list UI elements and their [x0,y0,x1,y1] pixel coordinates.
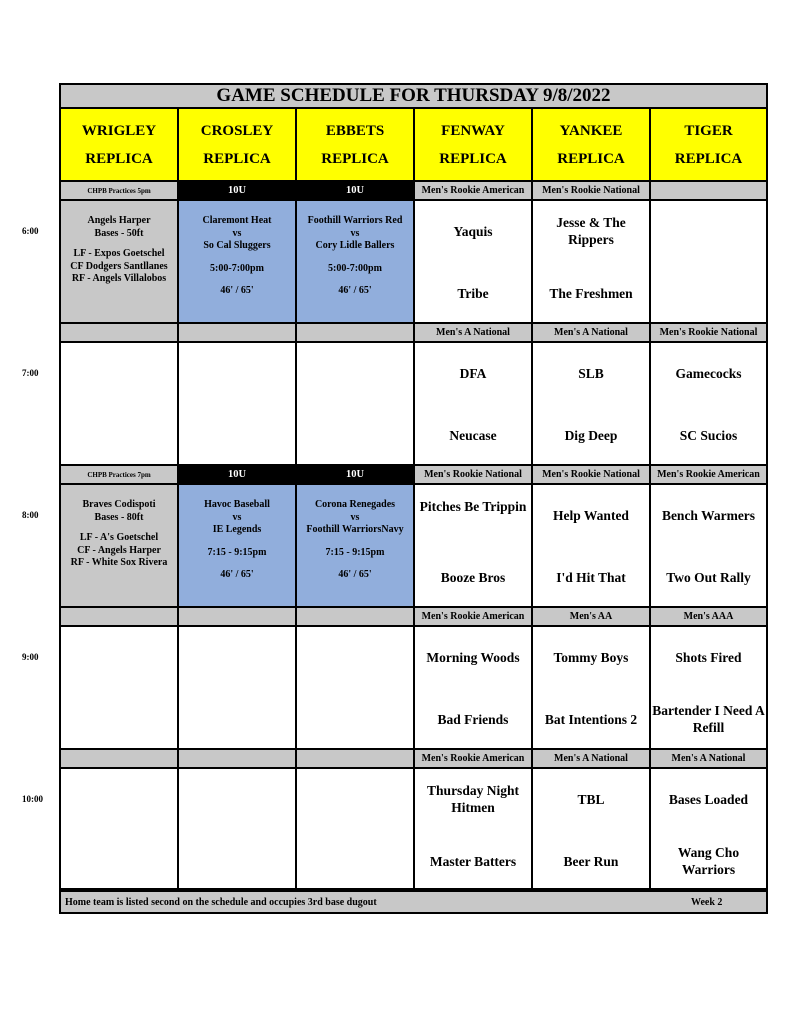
time-label: 10:00 [22,794,43,804]
away-team: Bases Loaded [668,792,749,807]
home-team: I'd Hit That [556,570,626,585]
game-cell-10u [295,483,415,608]
division-label: Men's A National [413,324,533,341]
base-distance: 46' / 65' [338,569,372,580]
away-team: Morning Woods [426,650,520,665]
division-label: Men's Rookie American [413,182,533,199]
empty-cell [177,625,297,750]
home-team: Two Out Rally [666,570,751,585]
practice-bases: Bases - 50ft [94,227,144,239]
game-cell [413,199,533,324]
field-type: REPLICA [557,150,625,167]
practice-team: Braves Codispoti [82,499,156,510]
field-header-wrigley [59,109,179,182]
away-team: Jesse & The Rippers [556,215,626,247]
home-team: The Freshmen [549,286,633,301]
game-cell [649,341,768,466]
field-type: REPLICA [674,150,743,167]
base-distance: 46' / 65' [338,285,372,296]
game-cell [531,767,651,890]
division-label [59,750,179,767]
division-label: Men's A National [531,324,651,341]
game-cell [413,625,533,750]
division-label: Men's A National [531,750,651,767]
division-label: Men's AA [531,608,651,625]
empty-cell [295,341,415,466]
empty-cell [59,625,179,750]
division-label [177,608,297,625]
week-label: Week 2 [691,897,723,908]
empty-cell [295,767,415,890]
away-team: Foothill Warriors Red [307,215,403,226]
field-name: TIGER [684,122,733,139]
division-label [295,324,415,341]
division-label [295,608,415,625]
division-label: Men's Rookie American [649,466,768,483]
practice-rf: RF - White Sox Rivera [70,557,168,568]
field-type: REPLICA [85,150,153,167]
empty-cell [649,199,768,324]
home-team: So Cal Sluggers [203,240,271,251]
away-team: Help Wanted [553,508,629,523]
home-team: Master Batters [429,854,517,869]
field-name: FENWAY [441,122,505,139]
division-label: 10U [177,182,297,199]
game-time: 7:15 - 9:15pm [325,546,385,558]
game-cell [413,483,533,608]
game-cell-10u [177,483,297,608]
field-header-ebbets [295,109,415,182]
game-cell [649,767,768,890]
versus: vs [232,227,242,239]
away-team: SLB [578,366,604,381]
schedule-footer [59,890,768,914]
footer-note: Home team is listed second on the schedule and occupies 3rd base dugout [65,897,377,908]
division-label [177,324,297,341]
division-label: Men's Rookie National [649,324,768,341]
home-team: IE Legends [212,524,262,535]
division-label: 10U [295,182,415,199]
time-label: 9:00 [22,652,39,662]
game-cell [531,483,651,608]
practice-cell [59,199,179,324]
away-team: DFA [459,366,487,381]
base-distance: 46' / 65' [220,569,254,580]
schedule-title: GAME SCHEDULE FOR THURSDAY 9/8/2022 [59,83,768,109]
game-cell-10u [177,199,297,324]
division-label: Men's Rookie National [531,182,651,199]
versus: vs [350,511,360,523]
practice-cf: CF Dodgers Santllanes [70,260,168,272]
home-team: Beer Run [563,854,619,869]
field-name: YANKEE [559,122,623,139]
division-label: 10U [295,466,415,483]
home-team: Foothill WarriorsNavy [306,524,404,535]
versus: vs [232,511,242,523]
game-cell-10u [295,199,415,324]
field-header-crosley [177,109,297,182]
home-team: Neucase [449,428,497,443]
game-cell [531,199,651,324]
time-label: 7:00 [22,368,39,378]
game-info [297,201,413,298]
home-team: Bad Friends [437,712,509,727]
practice-info [61,485,177,570]
away-team: Gamecocks [675,366,742,381]
game-cell [531,341,651,466]
field-header-fenway [413,109,533,182]
game-info [297,485,413,582]
field-name: EBBETS [325,122,385,139]
away-team: Claremont Heat [202,215,272,226]
away-team: Bench Warmers [661,508,756,523]
game-time: 5:00-7:00pm [210,262,264,274]
game-info [179,201,295,298]
game-cell [649,625,768,750]
empty-cell [59,341,179,466]
division-label [295,750,415,767]
home-team: Tribe [457,286,489,301]
practice-cf: CF - Angels Harper [77,544,161,556]
home-team: Bat Intentions 2 [544,712,638,727]
empty-cell [177,341,297,466]
away-team: Tommy Boys [553,650,629,665]
away-team: TBL [577,792,605,807]
away-team: Thursday Night Hitmen [427,783,519,815]
time-label: 6:00 [22,226,39,236]
division-label: Men's Rookie National [413,466,533,483]
game-cell [531,625,651,750]
game-info [179,485,295,582]
practice-team: Angels Harper [87,215,151,226]
game-cell [413,767,533,890]
home-team: Cory Lidle Ballers [315,240,395,251]
empty-cell [177,767,297,890]
division-label: CHPB Practices 5pm [59,182,179,199]
game-cell [649,483,768,608]
game-time: 5:00-7:00pm [328,262,382,274]
empty-cell [59,767,179,890]
home-team: SC Sucios [679,428,738,443]
division-label [649,182,768,199]
division-label: Men's Rookie American [413,608,533,625]
away-team: Corona Renegades [314,499,396,510]
field-type: REPLICA [203,150,271,167]
home-team: Wang Cho Warriors [677,845,740,877]
time-label: 8:00 [22,510,39,520]
division-label [59,608,179,625]
division-label: Men's Rookie National [531,466,651,483]
field-header-yankee [531,109,651,182]
away-team: Pitches Be Trippin [419,499,527,514]
home-team: Booze Bros [440,570,506,585]
field-type: REPLICA [439,150,507,167]
field-name: WRIGLEY [81,122,157,139]
home-team: Bartender I Need A Refill [652,703,765,735]
field-name: CROSLEY [200,122,274,139]
field-type: REPLICA [321,150,389,167]
versus: vs [350,227,360,239]
division-label: Men's A National [649,750,768,767]
home-team: Dig Deep [564,428,618,443]
field-header-tiger [649,109,768,182]
base-distance: 46' / 65' [220,285,254,296]
game-time: 7:15 - 9:15pm [207,546,267,558]
practice-lf: LF - A's Goetschel [79,532,159,543]
practice-rf: RF - Angels Villalobos [71,273,167,284]
practice-lf: LF - Expos Goetschel [73,248,165,259]
division-label: 10U [177,466,297,483]
division-label: CHPB Practices 7pm [59,466,179,483]
away-team: Shots Fired [675,650,742,665]
practice-cell [59,483,179,608]
division-label [177,750,297,767]
practice-bases: Bases - 80ft [94,511,144,523]
away-team: Havoc Baseball [204,499,270,510]
empty-cell [295,625,415,750]
practice-info [61,201,177,286]
game-cell [413,341,533,466]
division-label: Men's Rookie American [413,750,533,767]
division-label [59,324,179,341]
division-label: Men's AAA [649,608,768,625]
away-team: Yaquis [453,224,493,239]
